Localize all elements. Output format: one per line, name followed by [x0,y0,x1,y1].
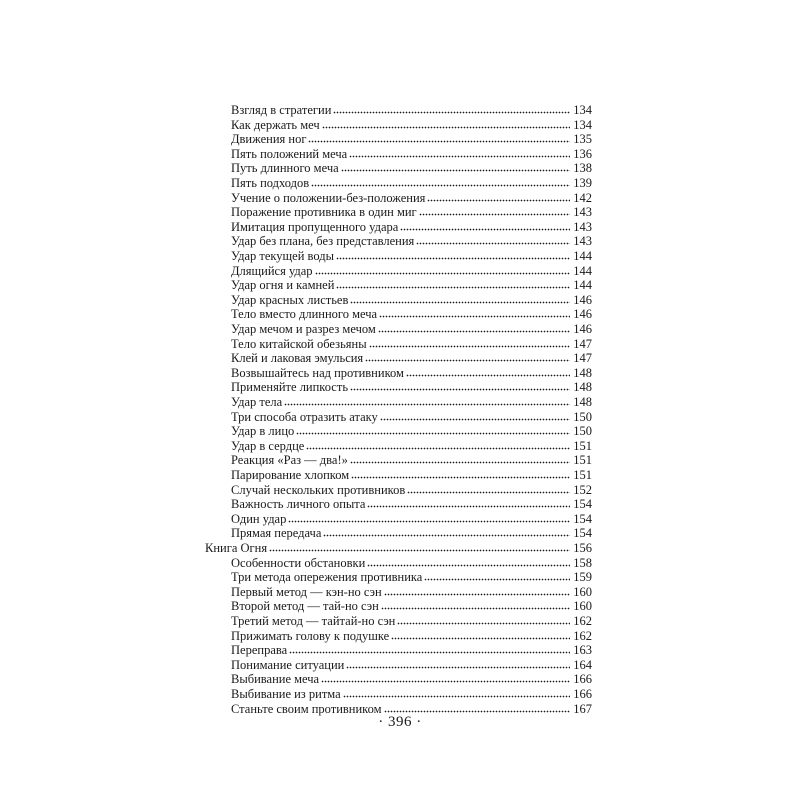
toc-entry [0,685,800,701]
toc-entry-page: 136 [573,146,592,161]
toc-entry-title: Три способа отразить атаку [231,409,378,424]
toc-leader-dots [350,388,570,391]
toc-entry-title: Реакция «Раз — два!» [231,453,348,468]
toc-entry-title: Прямая передача [231,526,322,541]
toc-leader-dots [365,359,570,362]
toc-entry-title: Важность личного опыта [231,497,366,512]
toc-entry-title: Удар огня и камней [231,278,335,293]
toc-entry-title: Удар тела [231,395,283,409]
toc-entry-title: Выбивание из ритма [231,687,341,701]
toc-entry-page: 134 [573,103,592,117]
toc-entry [0,612,800,628]
toc-entry-title: Переправа [231,643,288,658]
toc-entry-page: 162 [573,614,592,628]
toc-leader-dots [380,418,570,421]
toc-entry-title: Случай нескольких противников [231,482,406,497]
toc-entry [0,101,800,117]
toc-entry-title: Движения ног [231,132,307,147]
toc-leader-dots [336,257,570,260]
toc-entry-page: 150 [573,409,592,424]
toc-entry-title: Возвышайтесь над противником [231,365,404,380]
toc-entry [0,466,800,482]
toc-leader-dots [349,155,570,158]
toc-entry [0,364,800,380]
toc-entry-page: 143 [573,219,592,234]
toc-entry-title: Пять положений меча [231,146,348,161]
toc-entry [0,378,800,394]
toc-entry [0,174,800,190]
toc-entry-title: Удар красных листьев [231,292,349,307]
toc-entry [0,145,800,161]
toc-leader-dots [397,622,570,625]
toc-entry-page: 147 [573,351,592,366]
toc-entry-page: 162 [573,628,592,643]
toc-leader-dots [333,111,570,114]
toc-leader-dots [350,301,570,304]
toc-entry-title: Тело китайской обезьяны [231,336,367,351]
toc-entry-page: 146 [573,307,592,322]
toc-entry [0,349,800,365]
toc-entry [0,232,800,248]
toc-entry [0,510,800,526]
toc-entry-title: Учение о положении-без-положения [231,190,426,205]
toc-entry [0,422,800,438]
toc-entry-page: 134 [573,117,592,132]
toc-leader-dots [321,680,570,683]
toc-entry-title: Три метода опережения противника [231,570,423,585]
toc-entry [0,218,800,234]
toc-entry-title: Тело вместо длинного меча [231,307,378,322]
toc-entry-title: Пять подходов [231,176,310,190]
toc-entry [0,583,800,599]
toc-entry-page: 154 [573,511,592,526]
toc-entry [0,524,800,540]
toc-leader-dots [416,242,570,245]
toc-entry [0,320,800,336]
toc-entry [0,495,800,511]
toc-entry [0,189,800,205]
toc-leader-dots [351,476,570,479]
toc-entry-page: 135 [573,132,592,147]
toc-entry-page: 148 [573,380,592,395]
toc-entry-page: 160 [573,599,592,614]
toc-entry [0,451,800,467]
toc-leader-dots [343,695,570,698]
toc-leader-dots [384,593,570,596]
toc-entry-page: 148 [573,365,592,380]
toc-leader-dots [269,549,570,552]
toc-entry [0,159,800,175]
toc-entry [0,335,800,351]
toc-leader-dots [308,140,570,143]
toc-entry-title: Парирование хлопком [231,468,350,482]
toc-entry [0,203,800,219]
toc-entry [0,393,800,409]
toc-leader-dots [367,505,570,508]
toc-leader-dots [400,228,570,231]
toc-entry-page: 166 [573,687,592,701]
toc-entry-page: 143 [573,205,592,220]
toc-entry-page: 144 [573,278,592,293]
toc-entry-title: Один удар [231,511,287,526]
toc-entry [0,597,800,613]
toc-leader-dots [384,710,570,713]
toc-entry-page: 151 [573,453,592,468]
toc-leader-dots [379,315,570,318]
toc-entry-page: 138 [573,161,592,176]
toc-leader-dots [315,272,570,275]
toc-entry-title: Поражение противника в один миг [231,205,417,220]
toc-entry-page: 158 [573,555,592,570]
toc-leader-dots [419,213,570,216]
toc-leader-dots [289,651,570,654]
toc-entry [0,291,800,307]
toc-entry-page: 150 [573,424,592,439]
toc-entry-page: 148 [573,395,592,409]
toc-leader-dots [406,374,570,377]
toc-leader-dots [346,666,570,669]
toc-entry-title: Удар без плана, без представления [231,234,415,249]
toc-entry-title: Клей и лаковая эмульсия [231,351,364,366]
toc-entry-page: 151 [573,468,592,482]
toc-entry-title: Удар в сердце [231,438,305,453]
toc-entry [0,670,800,686]
toc-leader-dots [407,491,570,494]
toc-leader-dots [341,169,570,172]
toc-entry [0,130,800,146]
toc-entry-page: 144 [573,249,592,263]
toc-leader-dots [424,578,570,581]
toc-entry-title: Станьте своим противником [231,701,382,716]
toc-entry-page: 146 [573,322,592,336]
toc-entry [0,408,800,424]
toc-entry [0,116,800,132]
toc-entry-title: Первый метод — кэн-но сэн [231,584,382,599]
toc-entry-page: 167 [573,701,592,716]
toc-entry-page: 154 [573,526,592,541]
toc-entry [0,276,800,292]
toc-entry-title: Как держать меч [231,117,320,132]
toc-entry-page: 164 [573,657,592,672]
toc-entry [0,656,800,672]
toc-entry-title: Выбивание меча [231,672,320,687]
toc-leader-dots [381,607,570,610]
toc-entry-title: Понимание ситуации [231,657,345,672]
toc-entry [0,262,800,278]
toc-entry-page: 166 [573,672,592,687]
toc-leader-dots [322,126,570,129]
toc-entry-title: Второй метод — тай-но сэн [231,599,379,614]
toc-leader-dots [378,330,570,333]
toc-entry-page: 159 [573,570,592,585]
toc-entry [0,539,800,555]
toc-leader-dots [296,432,570,435]
toc-entry-page: 146 [573,292,592,307]
page-number: · 396 · [378,714,422,730]
toc-entry-page: 163 [573,643,592,658]
toc-entry [0,568,800,584]
toc-entry-title: Книга Огня [205,541,268,555]
toc-entry-title: Имитация пропущенного удара [231,219,399,234]
toc-leader-dots [288,520,570,523]
toc-entry-page: 154 [573,497,592,512]
toc-leader-dots [323,534,570,537]
toc-entry-page: 147 [573,336,592,351]
toc-entry-title: Применяйте липкость [231,380,349,395]
toc-leader-dots [306,447,570,450]
toc-entry-title: Удар текущей воды [231,249,334,263]
toc-entry-page: 143 [573,234,592,249]
toc-entry-title: Удар в лицо [231,424,295,439]
toc-entry-title: Особенности обстановки [231,555,366,570]
toc-entry [0,641,800,657]
toc-leader-dots [336,286,570,289]
toc-entry [0,305,800,321]
toc-entry [0,554,800,570]
toc-entry [0,437,800,453]
toc-entry-page: 142 [573,190,592,205]
toc-leader-dots [367,564,570,567]
toc-entry-title: Взгляд в стратегии [231,103,332,117]
toc-entry-title: Удар мечом и разрез мечом [231,322,376,336]
toc-entry [0,247,800,263]
toc-leader-dots [369,345,570,348]
toc-leader-dots [284,403,570,406]
toc-entry-page: 151 [573,438,592,453]
toc-entry-title: Длящийся удар [231,263,313,278]
toc-entry-page: 139 [573,176,592,190]
toc-leader-dots [427,199,570,202]
toc-entry-title: Путь длинного меча [231,161,339,176]
toc-entry-title: Прижимать голову к подушке [231,628,390,643]
toc-entry-page: 156 [573,541,592,555]
toc-entry-page: 144 [573,263,592,278]
toc-entry-title: Третий метод — тайтай-но сэн [231,614,396,628]
toc-entry-page: 160 [573,584,592,599]
toc-leader-dots [350,461,570,464]
toc-entry [0,627,800,643]
toc-entry [0,481,800,497]
toc-leader-dots [391,637,570,640]
toc-entry-page: 152 [573,482,592,497]
toc-leader-dots [311,184,570,187]
